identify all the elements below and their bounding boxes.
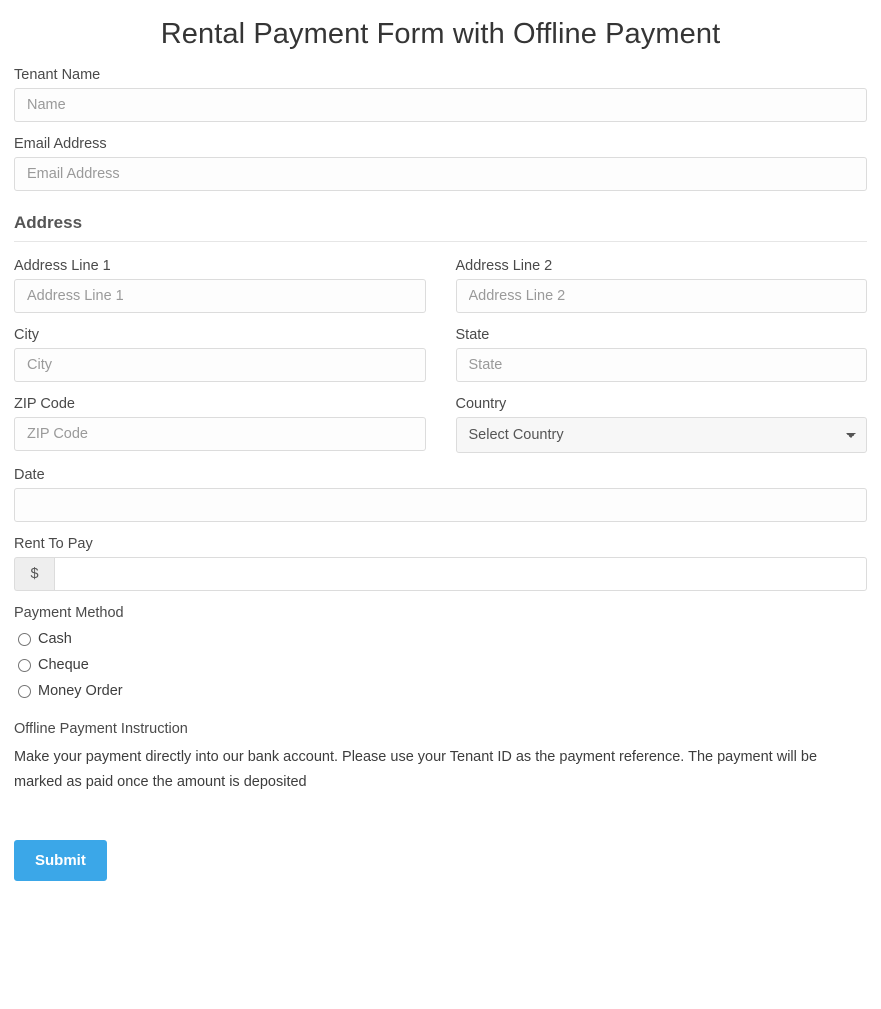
zip-code-input[interactable] <box>14 417 426 451</box>
payment-method-radio-money-order[interactable] <box>18 685 31 698</box>
country-label: Country <box>455 396 507 412</box>
payment-method-option-cheque[interactable] <box>14 657 867 673</box>
offline-instruction-body: Make your payment directly into our bank account. Please use your Tenant ID as the payment reference. The payment will be marked as paid once the amount is deposited <box>14 749 818 791</box>
address-line-1-label: Address Line 1 <box>14 258 111 274</box>
payment-method-group <box>14 605 867 699</box>
payment-method-radio-cash[interactable] <box>18 633 31 646</box>
payment-method-option-money-order[interactable] <box>14 683 867 699</box>
rent-to-pay-label: Rent To Pay <box>14 536 93 552</box>
address-line-2-label: Address Line 2 <box>455 258 553 274</box>
address-section-heading: Address <box>14 213 83 232</box>
payment-method-radio-cheque[interactable] <box>18 659 31 672</box>
rent-to-pay-input[interactable] <box>54 557 867 591</box>
section-divider <box>14 241 867 242</box>
email-label: Email Address <box>14 136 107 152</box>
payment-method-option-cash[interactable] <box>14 631 867 647</box>
payment-method-option-label: Cash <box>38 631 72 647</box>
payment-method-option-label: Cheque <box>38 657 89 673</box>
address-line-1-input[interactable] <box>14 279 426 313</box>
address-lines-row <box>14 258 867 327</box>
rent-to-pay-input-group <box>14 557 867 591</box>
address-line-1-group <box>14 258 426 313</box>
payment-method-option-label: Money Order <box>38 683 123 699</box>
currency-icon: $ <box>14 557 54 591</box>
city-label: City <box>14 327 39 343</box>
date-label: Date <box>14 467 45 483</box>
rent-to-pay-group <box>14 536 867 591</box>
state-group <box>456 327 868 382</box>
zip-group <box>14 396 426 453</box>
address-line-2-group <box>456 258 868 313</box>
zip-country-row <box>14 396 867 467</box>
city-input[interactable] <box>14 348 426 382</box>
payment-method-label: Payment Method <box>14 605 124 621</box>
page-title: Rental Payment Form with Offline Payment <box>160 18 721 50</box>
city-state-row <box>14 327 867 396</box>
date-input[interactable] <box>14 488 867 522</box>
country-group <box>456 396 868 453</box>
submit-button[interactable]: Submit <box>14 840 107 881</box>
state-label: State <box>455 327 490 343</box>
date-group <box>14 467 867 522</box>
tenant-name-label: Tenant Name <box>14 67 101 83</box>
zip-code-label: ZIP Code <box>14 396 75 412</box>
offline-payment-instruction <box>14 721 867 796</box>
offline-instruction-title: Offline Payment Instruction <box>14 721 188 737</box>
rental-payment-form-page <box>0 18 881 1009</box>
state-input[interactable] <box>456 348 868 382</box>
address-line-2-input[interactable] <box>456 279 868 313</box>
city-group <box>14 327 426 382</box>
bottom-spacer <box>14 881 867 905</box>
tenant-name-input[interactable] <box>14 88 867 122</box>
tenant-name-group <box>14 67 867 122</box>
email-field[interactable] <box>14 157 867 191</box>
email-group <box>14 136 867 191</box>
country-select[interactable] <box>456 417 868 453</box>
